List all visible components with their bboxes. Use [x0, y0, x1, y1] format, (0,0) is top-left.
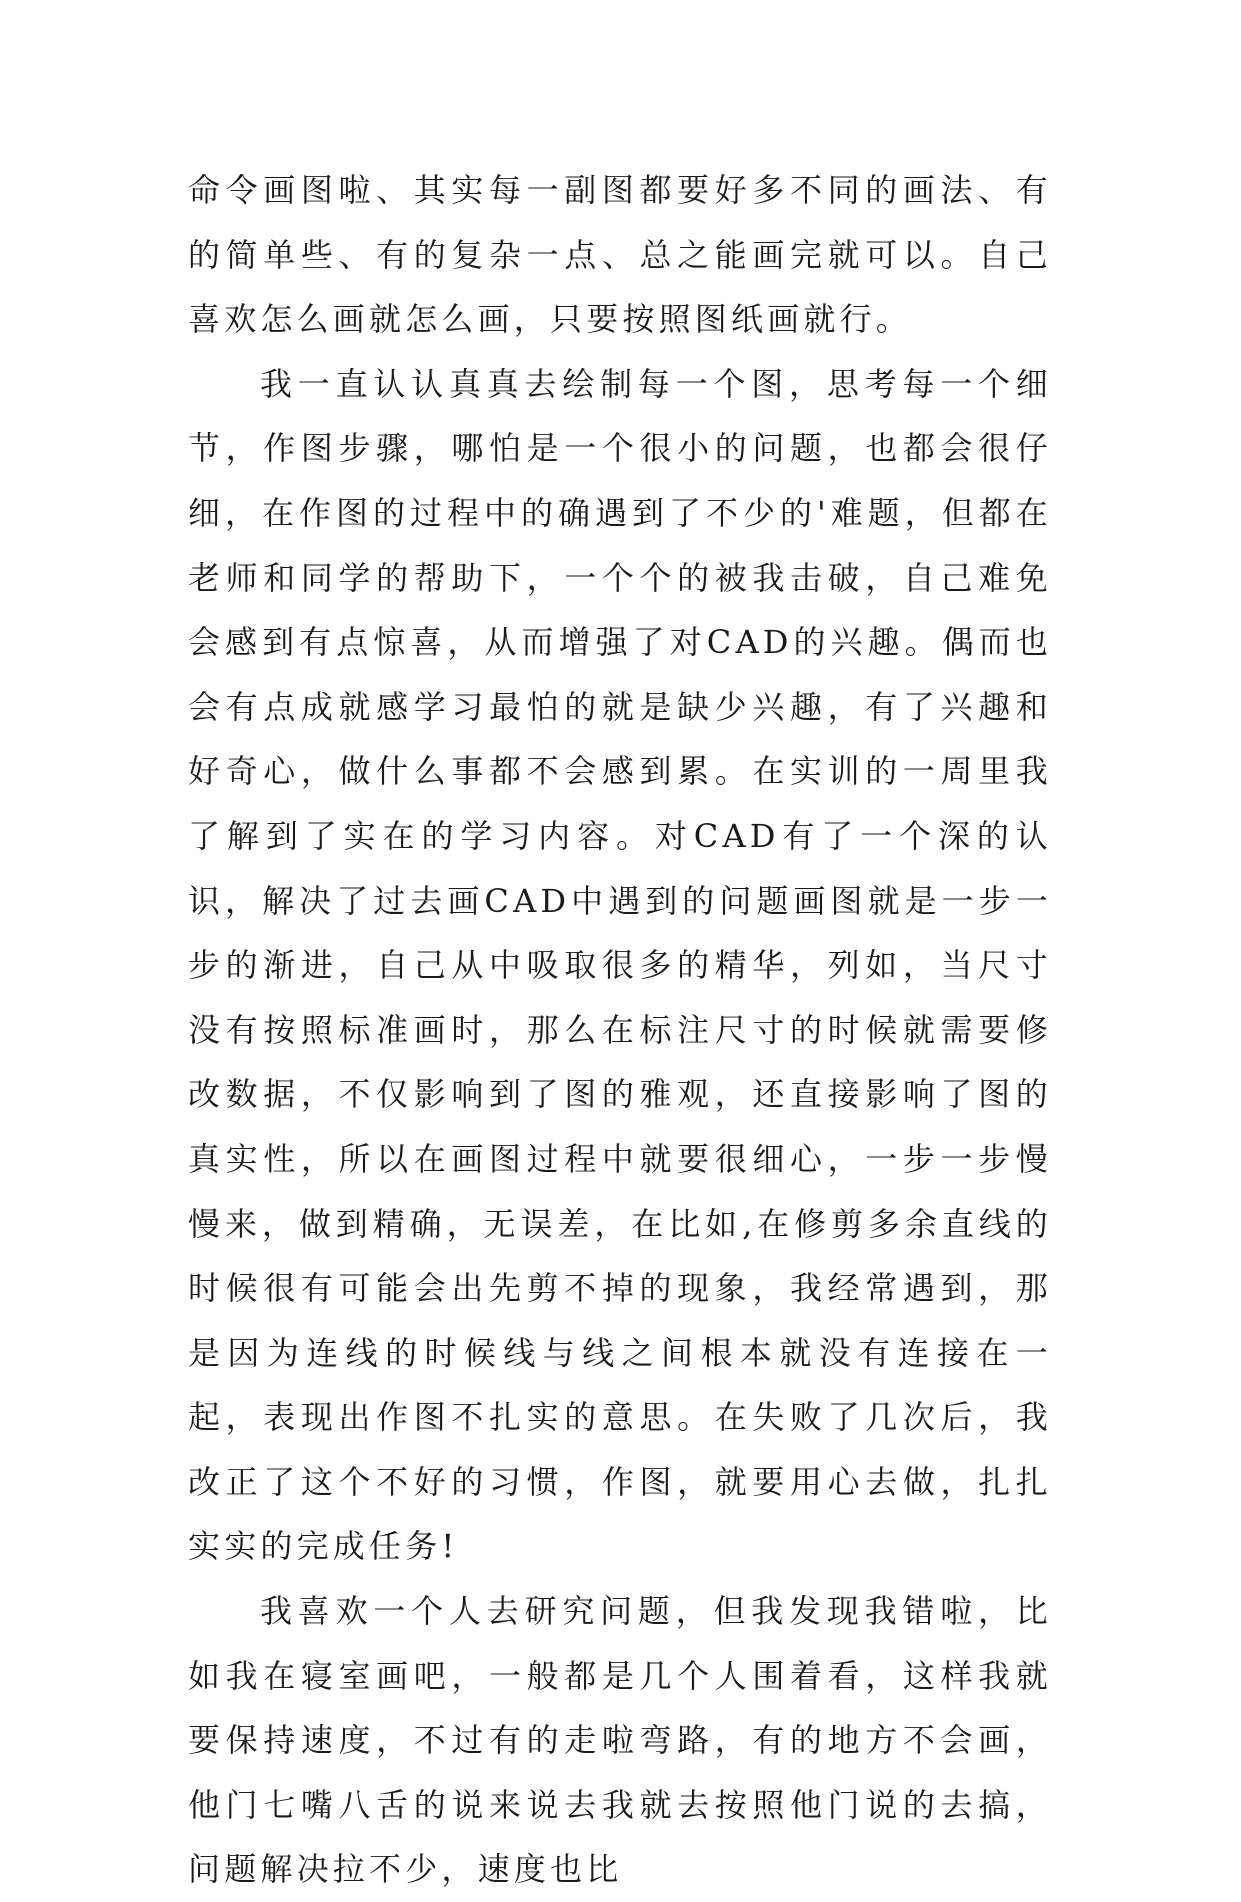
paragraph-3: 我喜欢一个人去研究问题，但我发现我错啦，比如我在寝室画吧，一般都是几个人围着看，这样我就要保持速度，不过有的走啦弯路，有的地方不会画，他门七嘴八舌的说来说去我就去按照他门说的去搞，问题解决拉不少，速度也比	[188, 1592, 1052, 1889]
body-text	[188, 158, 1052, 1902]
paragraph-2: 我一直认认真真去绘制每一个图，思考每一个细节，作图步骤，哪怕是一个很小的问题，也都会很仔细，在作图的过程中的确遇到了不少的'难题，但都在老师和同学的帮助下，一个个的被我击破，自己难免会感到有点惊喜，从而增强了对CAD的兴趣。偶而也会有点成就感学习最怕的就是缺少兴趣，有了兴趣和好奇心，做什么事都不会感到累。在实训的一周里我了解到了实在的学习内容。对CAD有了一个深的认识，解决了过去画CAD中遇到的问题画图就是一步一步的渐进，自己从中吸取很多的精华，列如，当尺寸没有按照标准画时，那么在标注尺寸的时候就需要修改数据，不仅影响到了图的雅观，还直接影响了图的真实性，所以在画图过程中就要很细心，一步一步慢慢来，做到精确，无误差，在比如,在修剪多余直线的时候很有可能会出先剪不掉的现象，我经常遇到，那是因为连线的时候线与线之间根本就没有连接在一起，表现出作图不扎实的意思。在失败了几次后，我改正了这个不好的习惯，作图，就要用心去做，扎扎实实的完成任务!	[188, 364, 1052, 1566]
paragraph-1: 命令画图啦、其实每一副图都要好多不同的画法、有的简单些、有的复杂一点、总之能画完就可以。自己喜欢怎么画就怎么画，只要按照图纸画就行。	[188, 171, 1052, 339]
